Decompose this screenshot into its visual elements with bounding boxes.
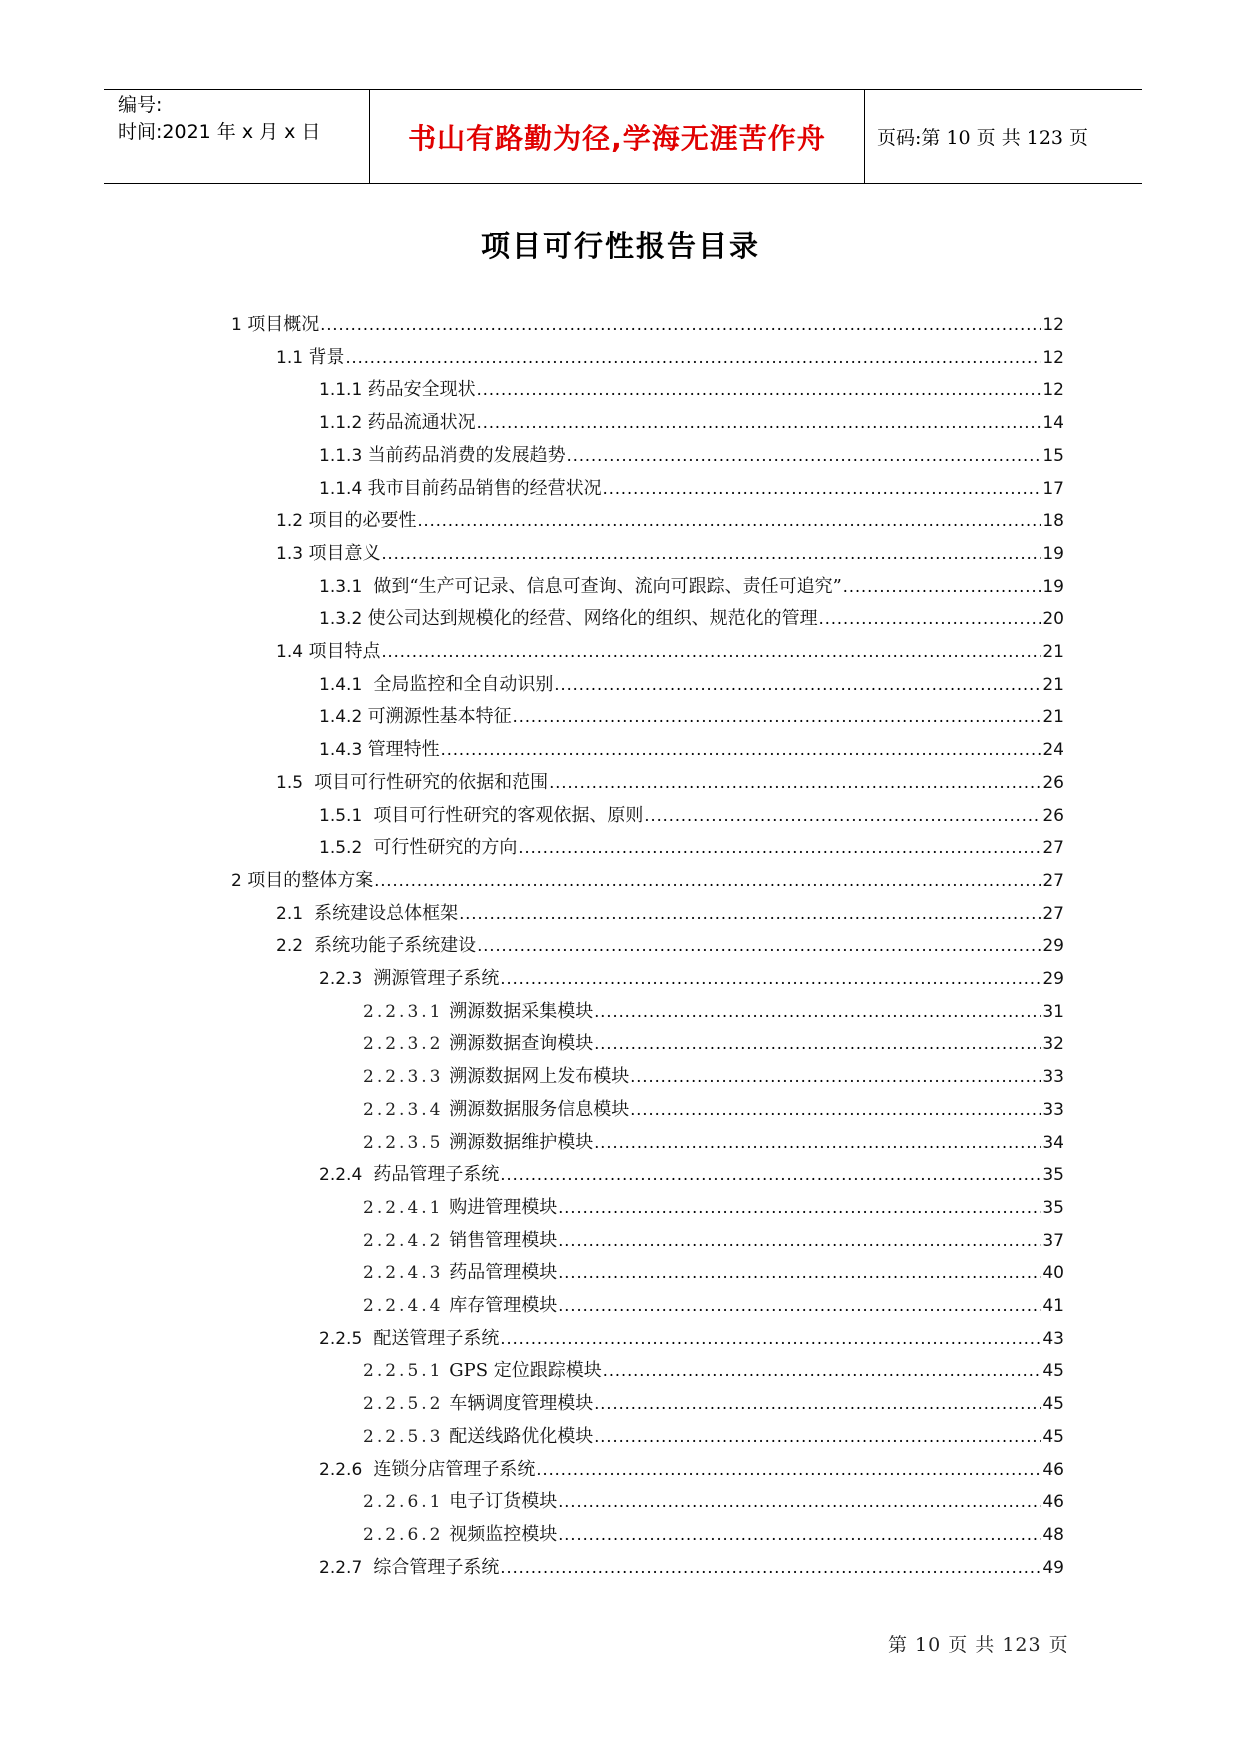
toc-entry-title: 项目意义: [308, 542, 381, 564]
toc-leader-dots: [381, 538, 1041, 571]
toc-entry-number: 1.3.2: [319, 609, 368, 630]
toc-entry-title: 项目可行性研究的客观依据、原则: [367, 804, 644, 826]
toc-leader-dots: [594, 1421, 1041, 1454]
toc-leader-dots: [594, 1388, 1041, 1421]
toc-entry[interactable]: [363, 1388, 1064, 1421]
toc-entry-number: 2.2.5.1: [363, 1361, 444, 1382]
toc-entry-title: 溯源数据服务信息模块: [443, 1098, 630, 1120]
toc-entry[interactable]: [319, 407, 1064, 440]
toc-entry-number: 1.1.1: [319, 380, 368, 401]
toc-leader-dots: [477, 374, 1042, 407]
toc-entry[interactable]: [319, 571, 1064, 604]
toc-entry-title: 溯源数据网上发布模块: [443, 1066, 630, 1088]
toc-entry-page: 12: [1042, 347, 1064, 368]
toc-entry-title: 使公司达到规模化的经营、网络化的组织、规范化的管理: [367, 608, 818, 630]
toc-leader-dots: [459, 898, 1041, 931]
toc-entry-number: 2.2.4: [319, 1165, 368, 1186]
toc-leader-dots: [417, 505, 1041, 538]
toc-entry-number: 2.2.3.2: [363, 1034, 444, 1055]
document-title: 项目可行性报告目录: [480, 229, 760, 263]
toc-entry[interactable]: [319, 832, 1064, 865]
toc-entry[interactable]: [319, 1552, 1064, 1585]
toc-leader-dots: [843, 571, 1042, 604]
toc-entry-page: 45: [1042, 1394, 1064, 1415]
toc-entry[interactable]: [319, 800, 1064, 833]
toc-entry-number: 2.2.4.2: [363, 1230, 444, 1251]
toc-entry-page: 14: [1042, 413, 1064, 434]
toc-entry-title: 全局监控和全自动识别: [367, 673, 554, 695]
toc-entry-title: 项目的整体方案: [247, 869, 374, 891]
toc-entry-page: 19: [1042, 543, 1064, 564]
toc-entry[interactable]: [231, 865, 1064, 898]
toc-leader-dots: [594, 1028, 1041, 1061]
toc-entry-page: 35: [1042, 1165, 1064, 1186]
toc-entry[interactable]: [363, 1192, 1064, 1225]
toc-leader-dots: [477, 407, 1042, 440]
toc-entry-title: 项目特点: [308, 641, 381, 662]
toc-entry-number: 1.5.2: [319, 838, 368, 859]
toc-leader-dots: [374, 865, 1041, 898]
toc-entry-number: 1.3.1: [319, 576, 368, 597]
toc-entry-number: 1.4: [276, 642, 309, 662]
toc-entry-number: 2.2.4.4: [363, 1296, 444, 1316]
toc-entry-page: 48: [1042, 1524, 1064, 1545]
toc-entry-number: 2.2.3.4: [363, 1099, 444, 1120]
toc-entry-title: 项目概况: [247, 314, 320, 335]
toc-entry-number: 1.4.3: [319, 740, 368, 761]
toc-entry-title: 车辆调度管理模块: [443, 1393, 594, 1415]
toc-entry-page: 33: [1042, 1099, 1064, 1120]
toc-entry-title: 溯源管理子系统: [367, 968, 500, 989]
toc-entry[interactable]: [276, 767, 1064, 800]
toc-entry-number: 2.2.6: [319, 1459, 368, 1480]
toc-entry-number: 2.2.3.1: [363, 1001, 444, 1022]
toc-entry[interactable]: [319, 963, 1064, 996]
toc-entry[interactable]: [319, 440, 1064, 473]
toc-entry-page: 33: [1042, 1067, 1064, 1088]
toc-entry-page: 27: [1042, 870, 1064, 891]
toc-entry-title: 溯源数据采集模块: [443, 1000, 594, 1022]
toc-entry-number: 2.2.4.3: [363, 1263, 444, 1284]
toc-entry-title: 连锁分店管理子系统: [367, 1458, 536, 1480]
toc-entry-number: 1.1.3: [319, 445, 368, 466]
toc-entry-title: 药品管理子系统: [367, 1164, 500, 1186]
toc-entry-page: 29: [1042, 936, 1064, 957]
toc-leader-dots: [500, 1323, 1041, 1356]
toc-entry-page: 32: [1042, 1034, 1064, 1055]
toc-entry-page: 27: [1042, 838, 1064, 859]
toc-entry[interactable]: [276, 636, 1064, 669]
toc-leader-dots: [603, 473, 1042, 506]
toc-leader-dots: [567, 440, 1042, 473]
toc-entry-title: 管理特性: [367, 739, 440, 761]
toc-entry-title: 药品流通状况: [367, 412, 476, 434]
toc-entry-page: 45: [1042, 1361, 1064, 1382]
toc-entry-number: 1.5.1: [319, 805, 368, 826]
toc-leader-dots: [441, 734, 1042, 767]
toc-entry-number: 2.2.5.3: [363, 1426, 444, 1447]
page-footer: 第 10 页 共 123 页: [888, 1634, 1069, 1656]
toc-entry-page: 27: [1042, 903, 1064, 924]
toc-entry-page: 26: [1042, 772, 1064, 793]
toc-entry-number: 1: [231, 315, 248, 335]
page-header: [104, 89, 1142, 184]
toc-entry-number: 2.2: [276, 936, 309, 957]
toc-entry-title: 库存管理模块: [443, 1295, 558, 1316]
toc-entry-number: 1.1.2: [319, 413, 368, 434]
toc-leader-dots: [554, 669, 1041, 702]
toc-entry-number: 2.2.5: [319, 1328, 368, 1349]
toc-entry-title: 我市目前药品销售的经营状况: [367, 477, 602, 499]
toc-leader-dots: [558, 1519, 1041, 1552]
toc-entry-title: 电子订货模块: [443, 1491, 558, 1513]
toc-entry-number: 1.1: [276, 347, 309, 368]
toc-entry[interactable]: [363, 1486, 1064, 1519]
toc-leader-dots: [819, 603, 1042, 636]
toc-entry-number: 2.2.6.2: [363, 1524, 444, 1545]
toc-leader-dots: [500, 1552, 1041, 1585]
toc-entry-number: 2.2.7: [319, 1557, 368, 1578]
toc-leader-dots: [630, 1094, 1041, 1127]
toc-entry-title: 销售管理模块: [443, 1229, 558, 1251]
toc-entry-number: 1.3: [276, 543, 309, 564]
toc-entry-page: 21: [1042, 642, 1064, 662]
toc-entry[interactable]: [319, 701, 1064, 734]
toc-entry-page: 17: [1042, 478, 1064, 499]
toc-leader-dots: [558, 1225, 1041, 1258]
toc-entry[interactable]: [276, 898, 1064, 931]
toc-entry-page: 21: [1042, 674, 1064, 695]
toc-entry-number: 2.2.4.1: [363, 1197, 444, 1218]
toc-entry[interactable]: [319, 603, 1064, 636]
toc-entry-page: 19: [1042, 576, 1064, 597]
toc-entry[interactable]: [319, 669, 1064, 702]
toc-entry-number: 1.4.2: [319, 707, 368, 728]
toc-entry-number: 2.2.3: [319, 969, 368, 989]
toc-entry-page: 21: [1042, 707, 1064, 728]
toc-entry-page: 45: [1042, 1426, 1064, 1447]
toc-leader-dots: [549, 767, 1041, 800]
toc-entry-title: 可溯源性基本特征: [367, 706, 512, 728]
toc-entry[interactable]: [319, 1454, 1064, 1487]
toc-leader-dots: [644, 800, 1041, 833]
toc-leader-dots: [518, 832, 1041, 865]
toc-entry-title: 系统建设总体框架: [308, 902, 459, 924]
toc-entry-number: 2.2.3.5: [363, 1132, 444, 1153]
toc-entry[interactable]: [276, 342, 1064, 375]
toc-entry-number: 2.1: [276, 903, 309, 924]
header-meta: [104, 90, 370, 183]
toc-entry-title: 配送管理子系统: [367, 1327, 500, 1349]
toc-entry[interactable]: [319, 1159, 1064, 1192]
toc-entry-page: 41: [1042, 1296, 1064, 1316]
toc-entry-title: 系统功能子系统建设: [308, 935, 477, 957]
toc-leader-dots: [558, 1486, 1041, 1519]
toc-leader-dots: [500, 1159, 1041, 1192]
toc-entry-page: 37: [1042, 1230, 1064, 1251]
toc-entry[interactable]: [363, 1127, 1064, 1160]
toc-entry-page: 29: [1042, 969, 1064, 989]
toc-entry[interactable]: [231, 309, 1064, 342]
toc-entry-page: 26: [1042, 805, 1064, 826]
toc-entry-title: 当前药品消费的发展趋势: [367, 444, 566, 466]
toc-entry[interactable]: [363, 1094, 1064, 1127]
toc-leader-dots: [603, 1355, 1042, 1388]
toc-entry[interactable]: [363, 1028, 1064, 1061]
toc-entry[interactable]: [363, 1290, 1064, 1323]
toc-leader-dots: [630, 1061, 1041, 1094]
toc-entry[interactable]: [363, 996, 1064, 1029]
toc-entry-title: 视频监控模块: [443, 1523, 558, 1545]
toc-entry-number: 1.1.4: [319, 478, 368, 499]
toc-entry-page: 15: [1042, 445, 1064, 466]
toc-entry-title: 溯源数据维护模块: [443, 1131, 594, 1153]
toc-leader-dots: [558, 1290, 1041, 1323]
toc-leader-dots: [536, 1454, 1041, 1487]
toc-entry-title: 购进管理模块: [443, 1196, 558, 1218]
toc-entry[interactable]: [319, 1323, 1064, 1356]
toc-entry-page: 46: [1042, 1492, 1064, 1513]
toc-leader-dots: [477, 930, 1041, 963]
toc-entry-page: 12: [1042, 315, 1064, 335]
toc-entry[interactable]: [319, 734, 1064, 767]
toc-leader-dots: [594, 1127, 1041, 1160]
toc-entry-title: 药品安全现状: [367, 379, 476, 401]
toc-entry-page: 49: [1042, 1557, 1064, 1578]
toc-leader-dots: [320, 309, 1041, 342]
toc-entry[interactable]: [363, 1225, 1064, 1258]
toc-entry-title: 项目可行性研究的依据和范围: [308, 771, 549, 793]
toc-entry-page: 18: [1042, 511, 1064, 532]
toc-entry-title: 药品管理模块: [443, 1262, 558, 1284]
toc-entry-number: 2.2.3.3: [363, 1067, 444, 1088]
toc-entry-page: 24: [1042, 740, 1064, 761]
toc-entry-page: 31: [1042, 1001, 1064, 1022]
toc-entry[interactable]: [276, 505, 1064, 538]
toc-entry-number: 1.5: [276, 772, 309, 793]
toc-entry[interactable]: [363, 1519, 1064, 1552]
toc-leader-dots: [558, 1257, 1041, 1290]
toc-entry-title: 配送线路优化模块: [443, 1425, 594, 1447]
toc-entry-title: 项目的必要性: [308, 510, 417, 532]
toc-entry-number: 2.2.6.1: [363, 1492, 444, 1513]
toc-entry-page: 43: [1042, 1328, 1064, 1349]
header-page-info: 页码:第 10 页 共 123 页: [877, 127, 1089, 149]
toc-leader-dots: [500, 963, 1041, 996]
header-motto: 书山有路勤为径,学海无涯苦作舟: [370, 90, 865, 183]
toc-entry[interactable]: [319, 473, 1064, 506]
toc-leader-dots: [381, 636, 1041, 669]
toc-entry-title: 做到“生产可记录、信息可查询、流向可跟踪、责任可追究”: [367, 575, 842, 597]
toc-entry-title: 背景: [308, 346, 345, 368]
toc-entry-title: GPS 定位跟踪模块: [443, 1360, 602, 1382]
toc-entry-number: 1.2: [276, 511, 309, 532]
toc-entry[interactable]: [276, 930, 1064, 963]
toc-entry[interactable]: [363, 1355, 1064, 1388]
toc-entry-number: 2: [231, 870, 248, 891]
toc-entry-number: 2.2.5.2: [363, 1394, 444, 1415]
toc-entry-page: 46: [1042, 1459, 1064, 1480]
toc-leader-dots: [594, 996, 1041, 1029]
toc-entry-page: 20: [1042, 609, 1064, 630]
number-label: 编号:: [118, 94, 163, 116]
toc-entry-page: 12: [1042, 380, 1064, 401]
toc-leader-dots: [513, 701, 1042, 734]
toc-entry-page: 35: [1042, 1197, 1064, 1218]
toc-entry-title: 溯源数据查询模块: [443, 1033, 594, 1055]
toc-entry-title: 综合管理子系统: [367, 1556, 500, 1578]
toc-entry[interactable]: [319, 374, 1064, 407]
time-label: 时间:2021 年 x 月 x 日: [118, 121, 321, 143]
toc-entry[interactable]: [363, 1421, 1064, 1454]
toc-entry-title: 可行性研究的方向: [367, 837, 518, 859]
toc-entry[interactable]: [363, 1257, 1064, 1290]
toc-entry-page: 40: [1042, 1263, 1064, 1284]
toc-entry[interactable]: [276, 538, 1064, 571]
toc-entry-number: 1.4.1: [319, 674, 368, 695]
toc-leader-dots: [345, 342, 1041, 375]
toc-entry-page: 34: [1042, 1132, 1064, 1153]
toc-entry[interactable]: [363, 1061, 1064, 1094]
toc-leader-dots: [558, 1192, 1041, 1225]
